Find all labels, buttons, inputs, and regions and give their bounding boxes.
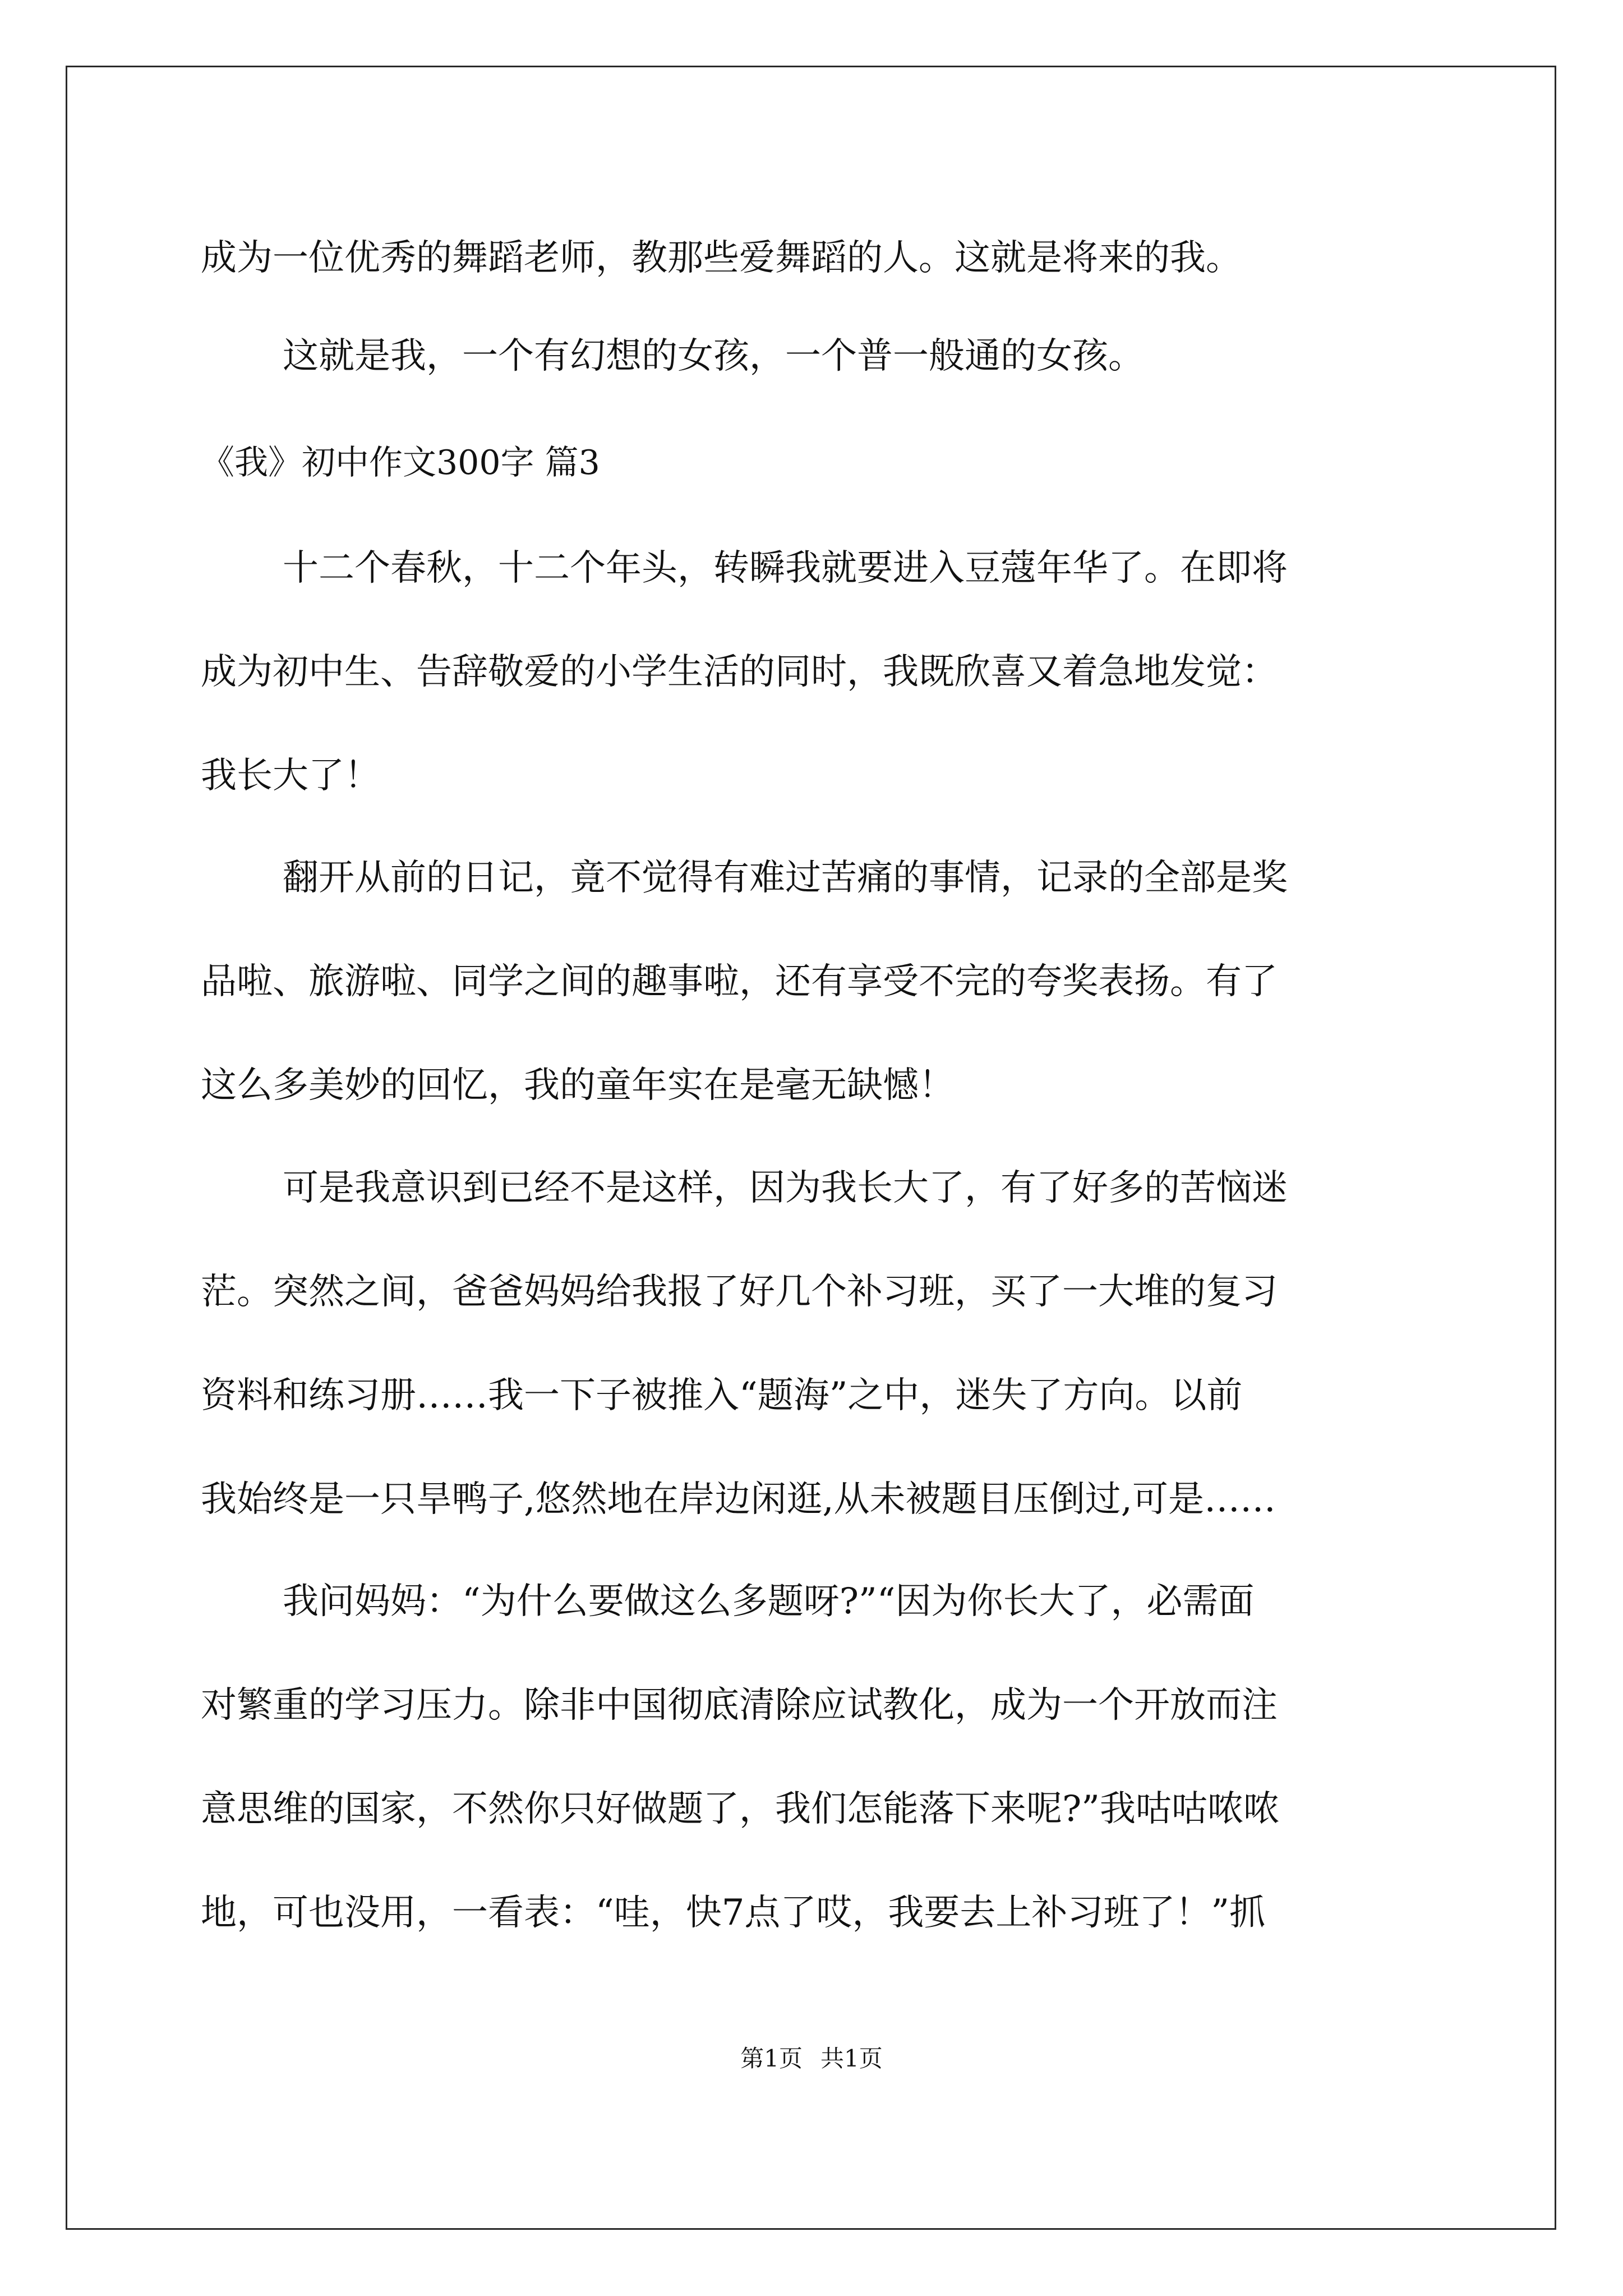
text-line: 十二个春秋，十二个年头，转瞬我就要进入豆蔻年华了。在即将 [283,547,1288,589]
text-line: 对繁重的学习压力。除非中国彻底清除应试教化，成为一个开放而注 [201,1685,1278,1726]
text-line: 地，可也没用，一看表：“哇，快7点了哎，我要去上补习班了！”抓 [201,1892,1266,1934]
text-line: 茫。突然之间，爸爸妈妈给我报了好几个补习班，买了一大堆的复习 [201,1271,1278,1313]
text-line: 意思维的国家，不然你只好做题了，我们怎能落下来呢?”我咕咕哝哝 [201,1788,1280,1830]
text-line: 我问妈妈：“为什么要做这么多题呀?”“因为你长大了，必需面 [283,1581,1255,1622]
text-line: 品啦、旅游啦、同学之间的趣事啦，还有享受不完的夸奖表扬。有了 [201,961,1278,1002]
text-line: 这就是我，一个有幻想的女孩，一个普一般通的女孩。 [283,335,1144,377]
page-number: 第1页 [740,2045,803,2072]
section-heading: 《我》初中作文300字 篇3 [201,443,600,482]
text-line: 成为一位优秀的舞蹈老师，教那些爱舞蹈的人。这就是将来的我。 [201,237,1242,279]
text-line: 翻开从前的日记，竟不觉得有难过苦痛的事情，记录的全部是奖 [283,857,1288,899]
text-line: 这么多美妙的回忆，我的童年实在是毫无缺憾！ [201,1065,955,1106]
text-line: 我长大了！ [201,755,380,797]
text-line: 资料和练习册……我一下子被推入“题海”之中，迷失了方向。以前 [201,1375,1243,1416]
text-line: 成为初中生、告辞敬爱的小学生活的同时，我既欣喜又着急地发觉： [201,651,1278,693]
page-total: 共1页 [820,2045,883,2072]
text-line: 可是我意识到已经不是这样，因为我长大了，有了好多的苦恼迷 [283,1167,1288,1209]
text-line: 我始终是一只旱鸭子,悠然地在岸边闲逛,从未被题目压倒过,可是…… [201,1479,1276,1520]
page-footer [0,2042,1623,2076]
